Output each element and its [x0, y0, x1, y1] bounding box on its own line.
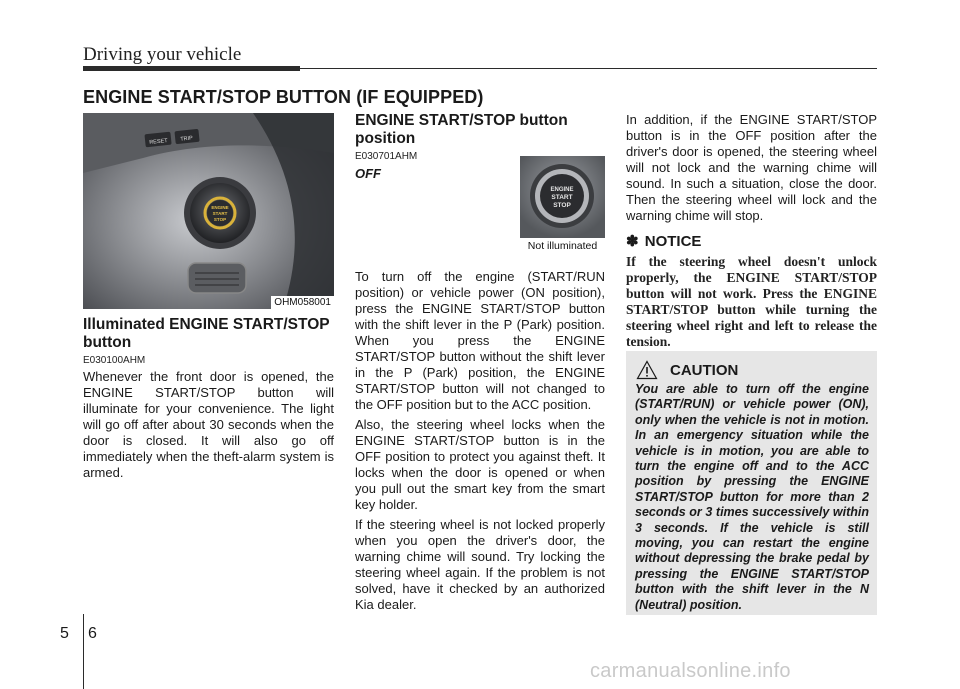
reset-label: RESET [149, 138, 168, 146]
header-rule-thick [83, 66, 300, 71]
start-stop-button-photo [520, 156, 605, 254]
notice-heading [626, 232, 701, 250]
col2-paragraph-2: Also, the steering wheel locks when the ENGINE START/STOP button is in the OFF position to protect you against theft. It locks when the door is opened or when you pull out the smart key from the smart key holder. [355, 417, 605, 512]
caution-box [626, 351, 877, 615]
col3-paragraph: In addition, if the ENGINE START/STOP button is in the OFF position after the driver's door is opened, the steering wheel will not lock and the warning chime will sound. In such a situation, close the door. Then the steering wheel will lock and the warning chime will stop. [626, 112, 877, 223]
notice-star-icon: ✽ [626, 233, 639, 250]
col2-paragraph-3: If the steering wheel is not locked properly when you open the driver's door, the warning chime will sound. Try locking the steering wheel again. If the problem is not solved, have it checked by an authorized Kia dealer. [355, 517, 605, 612]
btn-stop-label: STOP [553, 202, 571, 209]
start-stop-button-illustration [520, 156, 605, 238]
footer-divider [83, 614, 84, 689]
btn-engine-label: ENGINE [550, 187, 574, 193]
notice-body: If the steering wheel doesn't unlock properly, the ENGINE START/STOP button will not work. Press the ENGINE START/STOP button while turning the steering wheel right and left to release the tension. [626, 254, 877, 349]
col2-paragraph-1: To turn off the engine (START/RUN position) or vehicle power (ON position), press the ENGINE START/STOP button with the shift lever in the P (Park) position. When you press the ENGINE START/STOP button without the shift lever in the P (Park) position, the ENGINE START/STOP button will not changed to the OFF position but to the ACC position. [355, 269, 605, 412]
watermark: carmanualsonline.info [590, 660, 791, 682]
btn-start-label: START [551, 194, 573, 201]
dashboard-illustration [83, 113, 334, 309]
col1-paragraph: Whenever the front door is opened, the ENGINE START/STOP button will illuminate for your convenience. The light will go off after about 30 seconds when the door is closed. It will also go off immediately when the theft-alarm system is armed. [83, 369, 334, 480]
col2-subheading: OFF [355, 166, 381, 181]
start-label: START [212, 211, 228, 216]
col1-heading: Illuminated ENGINE START/STOP button [83, 316, 330, 351]
photo-code: OHM058001 [271, 296, 334, 309]
dashboard-photo [83, 113, 334, 309]
trip-label: TRIP [180, 135, 194, 143]
button-caption: Not illuminated [520, 238, 605, 254]
header-rule-thin [300, 68, 877, 69]
caution-title: CAUTION [670, 362, 739, 379]
chapter-number: 5 [60, 625, 69, 642]
warning-triangle-icon [636, 360, 658, 380]
stop-label: STOP [213, 217, 227, 222]
col2-body [355, 269, 605, 617]
notice-title: NOTICE [644, 233, 702, 250]
col2-code: E030701AHM [355, 151, 418, 162]
page-number: 6 [88, 625, 97, 642]
engine-label: ENGINE [211, 205, 229, 210]
header-title: Driving your vehicle [83, 44, 242, 65]
section-title: ENGINE START/STOP BUTTON (IF EQUIPPED) [83, 87, 484, 107]
caution-text: You are able to turn off the engine (START/RUN) or vehicle power (ON), only when the vehicle is not in motion. In an emergency situation while the vehicle is in motion, you are able to turn the engine off and to the ACC position by pressing the ENGINE START/STOP button for more than 2 seconds or 3 times successively within 3 seconds. If the vehicle is still moving, you can restart the engine without depressing the brake pedal by pressing the ENGINE START/STOP button with the shift lever in the N (Neutral) position. [635, 382, 869, 612]
col1-code: E030100AHM [83, 355, 146, 366]
col2-heading: ENGINE START/STOP button position [355, 112, 568, 147]
